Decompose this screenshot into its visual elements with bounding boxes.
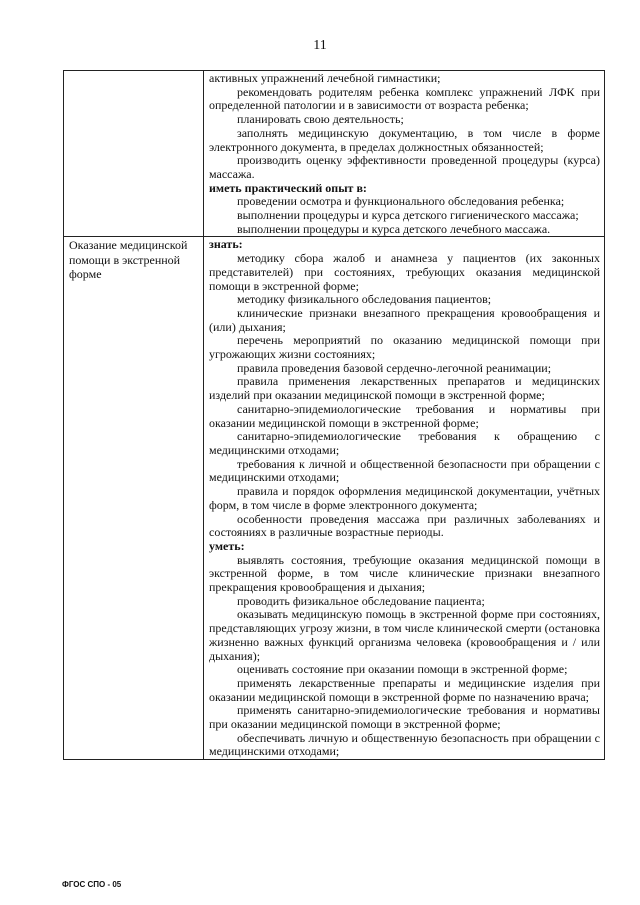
- list-item: особенности проведения массажа при различных заболеваниях и состояниях в различные возрастные периоды.: [209, 511, 600, 540]
- list-item: правила применения лекарственных препаратов и медицинских изделий при оказании медицинской помощи в экстренной форме;: [209, 374, 600, 403]
- list-item: оказывать медицинскую помощь в экстренной форме при состояниях, представляющих угрозу жизни, в том числе клинической смерти (остановка жизненно важных функций организма человека (кровообращения и / или дыхания);: [209, 607, 600, 663]
- list-item: правила проведения базовой сердечно-легочной реанимации;: [237, 360, 552, 375]
- section-heading: иметь практический опыт в:: [209, 180, 367, 195]
- list-item: санитарно-эпидемиологические требования и нормативы при оказании медицинской помощи в экстренной форме;: [209, 401, 600, 430]
- table-row: [64, 71, 605, 237]
- list-item: планировать свою деятельность;: [237, 112, 404, 127]
- section-heading: знать:: [209, 237, 243, 252]
- competency-table: [63, 70, 605, 760]
- list-item: обеспечивать личную и общественную безопасность при обращении с медицинскими отходами;: [209, 730, 600, 759]
- section-heading: уметь:: [209, 538, 245, 553]
- row1-left-cell: [64, 71, 204, 237]
- footer-label: ФГОС СПО - 05: [62, 880, 122, 889]
- list-item: санитарно-эпидемиологические требования к обращению с медицинскими отходами;: [209, 429, 600, 457]
- list-item: оценивать состояние при оказании помощи в экстренной форме;: [237, 662, 568, 677]
- page-number: 11: [313, 38, 327, 53]
- list-item: проводить физикальное обследование пациента;: [237, 593, 485, 608]
- list-item: заполнять медицинскую документацию, в том числе в форме электронного документа, в пределах должностных обязанностей;: [209, 125, 600, 154]
- list-item: выявлять состояния, требующие оказания медицинской помощи в экстренной форме, в том числе клинические признаки внезапного прекращения кровообращения и дыхания;: [209, 552, 600, 595]
- list-item: выполнении процедуры и курса детского лечебного массажа.: [237, 221, 551, 236]
- table-row: [64, 237, 605, 760]
- list-item: проведении осмотра и функционального обследования ребенка;: [237, 194, 565, 209]
- list-item: рекомендовать родителям ребенка комплекс упражнений ЛФК при определенной патологии и в зависимости от возраста ребенка;: [209, 84, 600, 113]
- row1-right-cell: [204, 71, 605, 237]
- list-item: правила и порядок оформления медицинской документации, учётных форм, в том числе в форме электронного документа;: [209, 484, 600, 512]
- list-item: клинические признаки внезапного прекращения кровообращения и (или) дыхания;: [209, 305, 600, 334]
- list-item: производить оценку эффективности проведенной процедуры (курса) массажа.: [209, 153, 600, 181]
- list-item: методику сбора жалоб и анамнеза у пациентов (их законных представителей) при состояниях, требующих оказания медицинской помощи в экстренной форме;: [209, 251, 600, 293]
- list-item: методику физикального обследования пациентов;: [237, 292, 492, 307]
- list-item: перечень мероприятий по оказанию медицинской помощи при угрожающих жизни состояниях;: [209, 333, 600, 362]
- list-item: требования к личной и общественной безопасности при обращении с медицинскими отходами;: [209, 456, 600, 485]
- list-item-continuation: активных упражнений лечебной гимнастики;: [209, 71, 441, 85]
- row2-right-cell: [204, 237, 605, 760]
- list-item: применять санитарно-эпидемиологические требования и нормативы при оказании медицинской помощи в экстренной форме;: [209, 703, 600, 732]
- list-item: выполнении процедуры и курса детского гигиенического массажа;: [237, 208, 579, 223]
- list-item: применять лекарственные препараты и медицинские изделия при оказании медицинской помощи в экстренной форме по назначению врача;: [209, 675, 600, 704]
- section-title: Оказание медицинской помощи в экстренной форме: [64, 237, 204, 760]
